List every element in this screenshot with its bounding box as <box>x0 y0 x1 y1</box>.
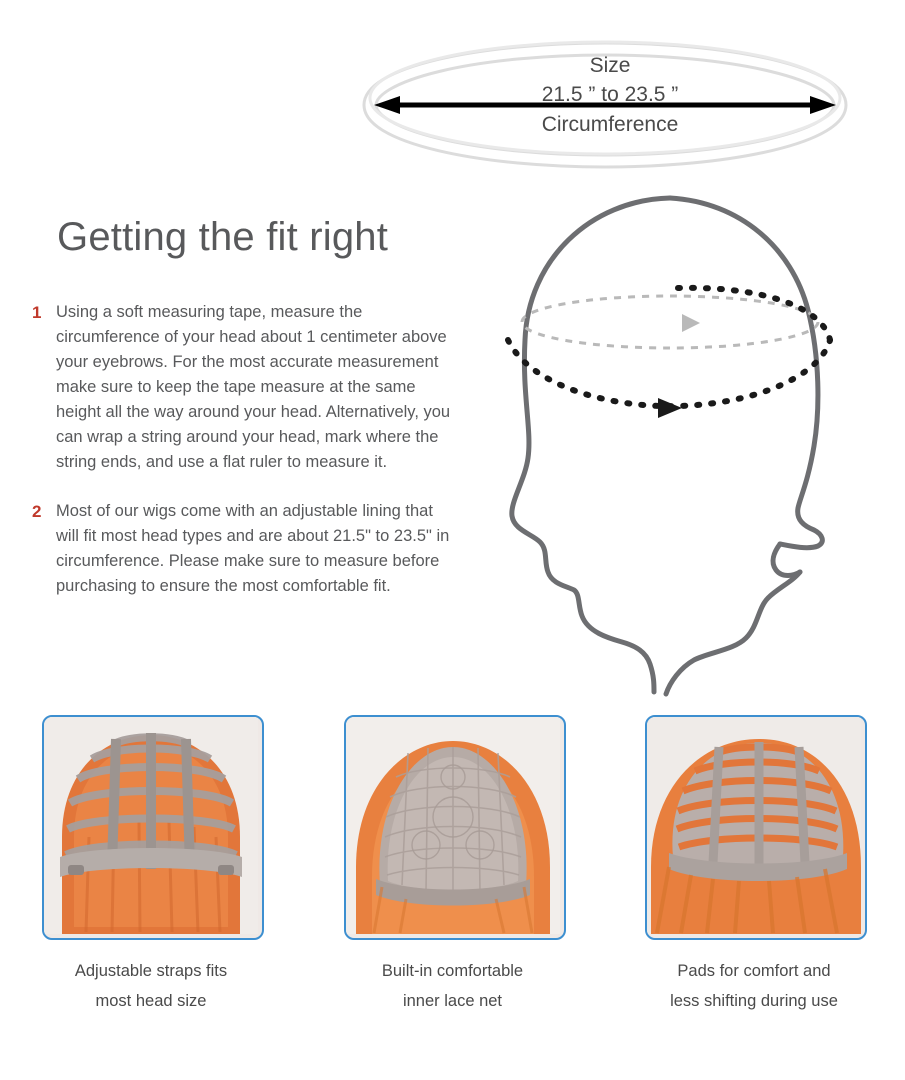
step-item <box>30 499 470 599</box>
step-number: 2 <box>32 502 42 521</box>
step-item <box>30 300 470 475</box>
caption-line-1: Built-in comfortable <box>381 962 524 980</box>
caption-line-2: less shifting during use <box>670 992 838 1010</box>
instruction-steps <box>30 300 470 623</box>
wig-cap-straps-photo <box>42 715 264 940</box>
step-number: 1 <box>32 303 42 322</box>
caption-line-2: most head size <box>95 992 207 1010</box>
page-title: Getting the fit right <box>57 215 389 259</box>
step-text: Using a soft measuring tape, measure the circumference of your head about 1 centimeter above your eyebrows. For the most accurate measurement make sure to keep the tape measure at the same height all the way around your head. Alternatively, you can wrap a string around your head, mark where the string ends, and use a flat ruler to measure it. <box>56 303 451 471</box>
caption-line-2: inner lace net <box>402 992 503 1010</box>
size-label: Size <box>589 54 631 77</box>
size-band-text <box>370 52 850 140</box>
feature-card-caption <box>344 956 562 1016</box>
wig-cap-pads-photo <box>645 715 867 940</box>
circumference-label: Circumference <box>541 113 679 136</box>
size-range-label: 21.5 ” to 23.5 ” <box>541 83 679 106</box>
feature-card <box>42 715 260 1016</box>
wig-cap-pads-image <box>647 717 861 934</box>
feature-card <box>645 715 863 1016</box>
head-measurement-diagram <box>470 190 890 700</box>
feature-card <box>344 715 562 1016</box>
feature-card-list <box>0 715 905 1016</box>
size-band-illustration <box>0 0 905 180</box>
caption-line-1: Adjustable straps fits <box>74 962 228 980</box>
step-text: Most of our wigs come with an adjustable lining that will fit most head types and are about 21.5" to 23.5" in circumference. Please make sure to measure before purchasing to ensure the most comfortable fit. <box>56 502 450 595</box>
wig-cap-lace-image <box>346 717 560 934</box>
wig-cap-lace-photo <box>344 715 566 940</box>
caption-line-1: Pads for comfort and <box>677 962 831 980</box>
feature-card-caption <box>42 956 260 1016</box>
head-profile-icon <box>470 190 890 700</box>
feature-card-caption <box>645 956 863 1016</box>
wig-cap-straps-image <box>44 717 258 934</box>
